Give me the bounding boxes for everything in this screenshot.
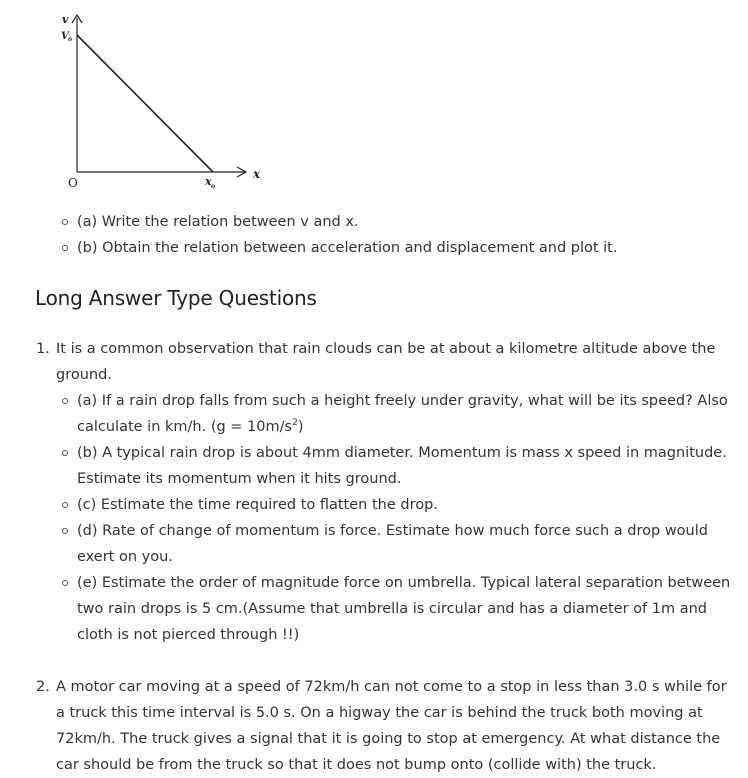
circle-bullet-icon bbox=[62, 450, 68, 456]
list-item bbox=[56, 388, 736, 440]
question-text: It is a common observation that rain clouds can be at about a kilometre altitude above the ground. bbox=[56, 341, 716, 383]
y-axis-label: v bbox=[62, 13, 69, 26]
question-text: A motor car moving at a speed of 72km/h can not come to a stop in less than 3.0 s while for a truck this time interval is 5.0 s. On a higway the car is behind the truck both moving at 72km/h. The truck gives a signal that it is going to stop at emergency. At what distance the car should be from the truck so that it does not bump onto (collide with) the truck. bbox=[56, 679, 727, 773]
part-text: (d) Rate of change of momentum is force. Estimate how much force such a drop would exert on you. bbox=[77, 523, 708, 565]
superscript: 2 bbox=[292, 418, 298, 428]
circle-bullet-icon bbox=[62, 245, 68, 251]
question-item bbox=[0, 336, 748, 648]
list-item bbox=[56, 570, 736, 648]
part-text: (e) Estimate the order of magnitude force on umbrella. Typical lateral separation between two rain drops is 5 cm.(Assume that umbrella is circular and has a diameter of 1m and cloth is not pierced through !!) bbox=[77, 575, 731, 643]
question-parts bbox=[56, 388, 736, 648]
part-text: (c) Estimate the time required to flatten the drop. bbox=[77, 497, 438, 513]
question-1 bbox=[0, 336, 748, 648]
section-title: Long Answer Type Questions bbox=[35, 286, 317, 310]
circle-bullet-icon bbox=[62, 502, 68, 508]
question-number: 2. bbox=[36, 679, 50, 695]
x-intercept-subscript: o bbox=[211, 183, 216, 190]
part-text: (b) A typical rain drop is about 4mm diameter. Momentum is mass x speed in magnitude. Estimate its momentum when it hits ground. bbox=[77, 445, 727, 487]
origin-label: O bbox=[68, 176, 78, 190]
question-2 bbox=[0, 674, 748, 778]
circle-bullet-icon bbox=[62, 528, 68, 534]
list-item bbox=[56, 440, 736, 492]
list-item bbox=[0, 235, 748, 261]
y-intercept-label: V bbox=[61, 31, 69, 42]
list-item bbox=[0, 209, 748, 235]
velocity-displacement-graph bbox=[50, 8, 280, 193]
graph-question-list bbox=[0, 209, 748, 261]
circle-bullet-icon bbox=[62, 219, 68, 225]
y-intercept-subscript: o bbox=[68, 36, 73, 43]
list-item-text: (b) Obtain the relation between acceleration and displacement and plot it. bbox=[77, 240, 618, 256]
question-item bbox=[0, 674, 748, 778]
circle-bullet-icon bbox=[62, 580, 68, 586]
question-number: 1. bbox=[36, 341, 50, 357]
circle-bullet-icon bbox=[62, 398, 68, 404]
list-item bbox=[56, 492, 736, 518]
part-text-after: ) bbox=[297, 419, 304, 435]
x-axis-label: x bbox=[253, 167, 261, 181]
x-intercept-label: x bbox=[205, 175, 212, 188]
list-item bbox=[56, 518, 736, 570]
velocity-line bbox=[77, 35, 213, 172]
part-text: (a) If a rain drop falls from such a height freely under gravity, what will be its speed? Also calculate in km/h. (g = 10m/s bbox=[77, 393, 728, 435]
list-item-text: (a) Write the relation between v and x. bbox=[77, 214, 359, 230]
